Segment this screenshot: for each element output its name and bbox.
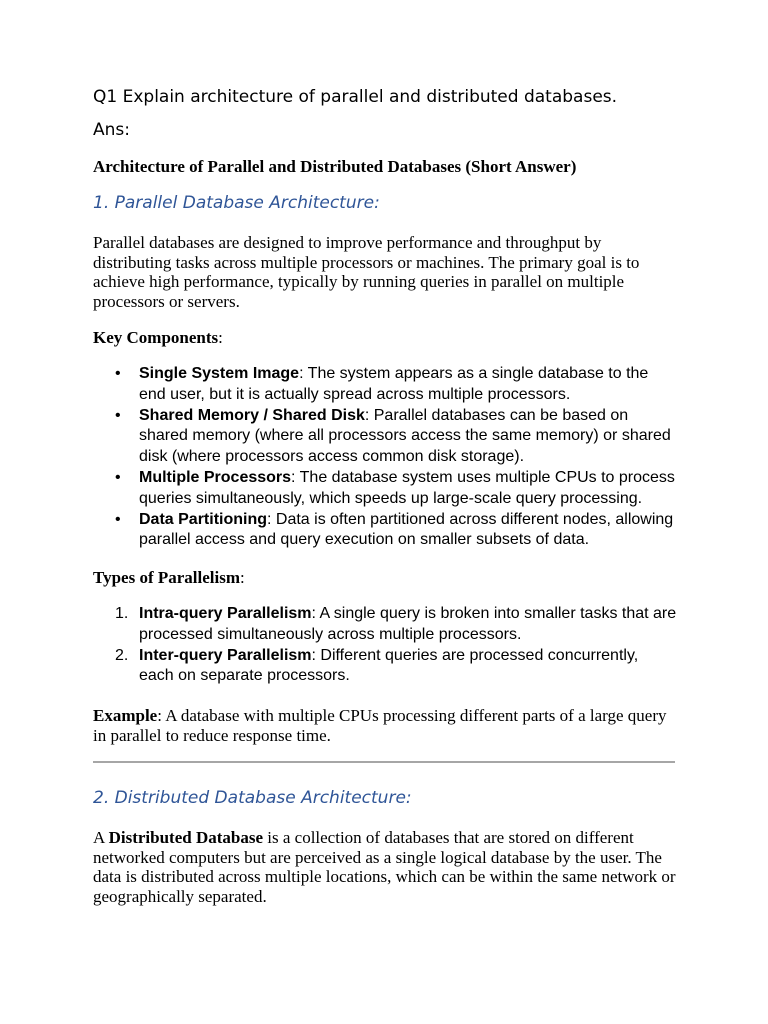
main-heading: Architecture of Parallel and Distributed Databases (Short Answer) (93, 157, 577, 176)
horizontal-divider (93, 761, 675, 763)
example-label: Example (93, 706, 158, 725)
list-item (93, 604, 677, 646)
parallel-intro-paragraph: Parallel databases are designed to improve performance and throughput by distributing tasks across multiple processors or machines. The primary goal is to achieve high performance, typically by running queries in parallel on multiple processors or servers. (93, 233, 640, 312)
section-heading-parallel: 1. Parallel Database Architecture: (93, 193, 380, 213)
component-text: : The system appears as a single database to the end user, but it is actually spread across multiple processors. (139, 365, 649, 403)
list-item (93, 646, 677, 688)
type-term: Inter-query Parallelism (139, 646, 312, 664)
component-text: : The database system uses multiple CPUs to process queries simultaneously, which speeds up large-scale query processing. (139, 468, 675, 507)
distributed-intro-rest: is a collection of databases that are stored on different networked computers but are perceived as a single logical database by the user. The data is distributed across multiple locations, which can be within the same network or geographically separated. (93, 828, 676, 907)
component-term: Data Partitioning (139, 510, 268, 528)
distributed-database-term: Distributed Database (108, 828, 264, 847)
example-paragraph (93, 706, 683, 745)
component-term: Shared Memory / Shared Disk (139, 406, 365, 424)
bullet-marker: • (115, 365, 121, 382)
bullet-marker: • (115, 406, 121, 424)
key-components-list (93, 364, 677, 551)
key-components-heading: Key Components (93, 328, 219, 347)
type-text: : Different queries are processed concurrently, each on separate processors. (139, 646, 639, 685)
answer-label: Ans: (93, 120, 130, 140)
component-term: Multiple Processors (139, 468, 292, 486)
component-text: : Data is often partitioned across different nodes, allowing parallel access and query execution on smaller subsets of data. (139, 510, 674, 549)
key-components-colon: : (218, 328, 223, 347)
type-term: Intra-query Parallelism (139, 605, 312, 622)
distributed-intro-paragraph (93, 828, 683, 907)
bullet-marker: • (115, 468, 121, 486)
types-colon: : (240, 568, 245, 587)
bullet-marker: • (115, 510, 121, 528)
number-marker: 2. (115, 646, 129, 664)
example-text: : A database with multiple CPUs processing different parts of a large query in parallel to reduce response time. (93, 706, 667, 745)
list-item (93, 406, 677, 468)
list-item (93, 468, 677, 510)
number-marker: 1. (115, 605, 129, 622)
list-item (93, 364, 677, 406)
section-heading-distributed: 2. Distributed Database Architecture: (93, 788, 412, 808)
component-text: : Parallel databases can be based on shared memory (where all processors access the same memory) or shared disk (where processors access common disk storage). (139, 406, 671, 466)
types-of-parallelism-label (93, 567, 245, 589)
key-components-label (93, 327, 223, 349)
parallelism-types-list (93, 604, 677, 687)
type-text: : A single query is broken into smaller tasks that are processed simultaneously across multiple processors. (139, 605, 677, 643)
component-term: Single System Image (139, 365, 300, 382)
distributed-intro-prefix: A (93, 828, 109, 847)
question-title: Q1 Explain architecture of parallel and distributed databases. (93, 87, 618, 107)
types-heading: Types of Parallelism (93, 568, 240, 587)
list-item (93, 510, 677, 552)
